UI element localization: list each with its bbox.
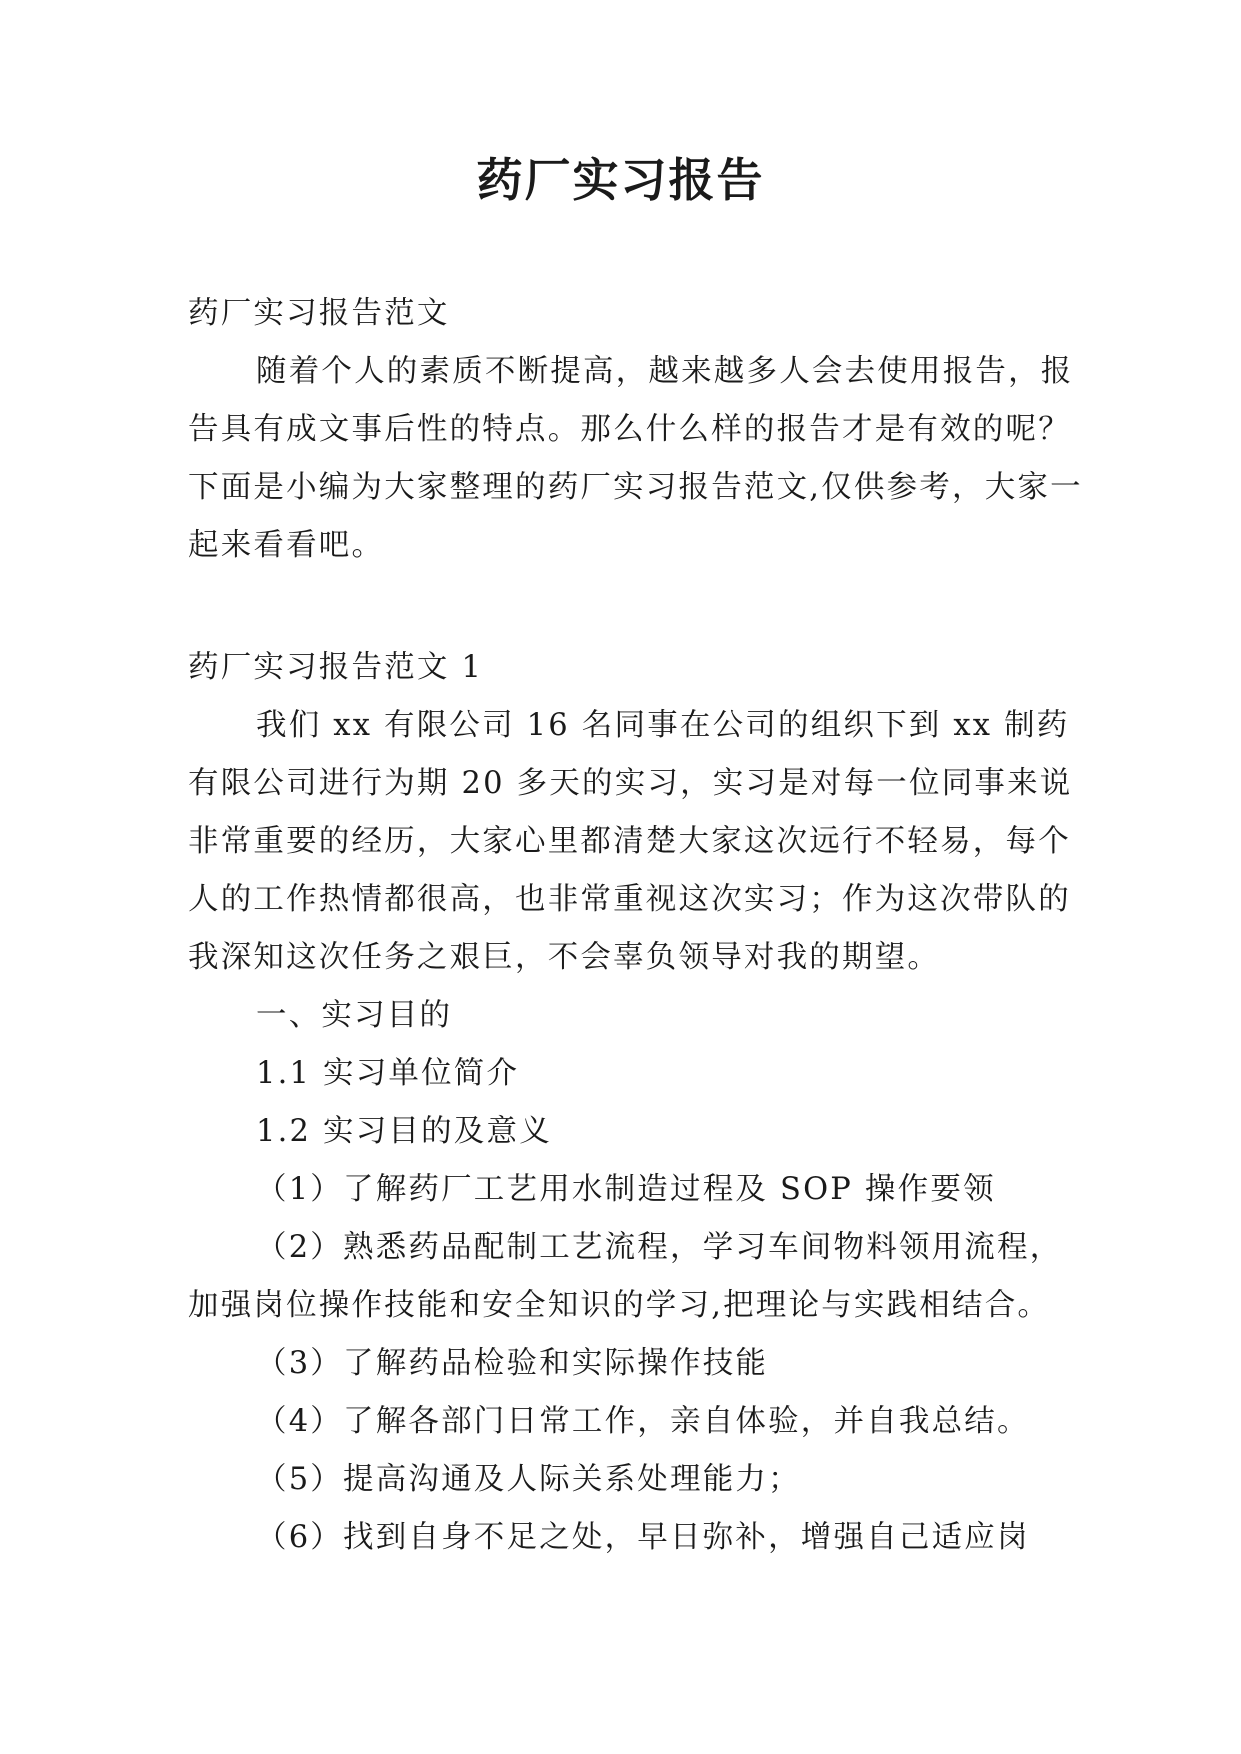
- heading-purpose: 一、实习目的: [256, 998, 453, 1033]
- document-title: 药厂实习报告: [476, 153, 765, 207]
- document-body: [188, 285, 1088, 1567]
- list-item: （3）了解药品检验和实际操作技能: [256, 1346, 769, 1381]
- list-item: （2）熟悉药品配制工艺流程，学习车间物料领用流程，加强岗位操作技能和安全知识的学习,把理论与实践相结合。: [188, 1230, 1063, 1323]
- list-item: （6）找到自身不足之处，早日弥补，增强自己适应岗: [256, 1520, 1030, 1555]
- spacer: [188, 575, 1088, 639]
- intro-paragraph: 随着个人的素质不断提高，越来越多人会去使用报告，报告具有成文事后性的特点。那么什么样的报告才是有效的呢？下面是小编为大家整理的药厂实习报告范文,仅供参考，大家一起来看看吧。: [188, 354, 1083, 563]
- section-heading: 药厂实习报告范文 1: [188, 650, 484, 685]
- subtitle: 药厂实习报告范文: [188, 296, 450, 331]
- section-paragraph: 我们 xx 有限公司 16 名同事在公司的组织下到 xx 制药有限公司进行为期 20 多天的实习，实习是对每一位同事来说非常重要的经历，大家心里都清楚大家这次远行不轻易，每个人的工作热情都很高，也非常重视这次实习；作为这次带队的我深知这次任务之艰巨，不会辜负领导对我的期望。: [188, 708, 1073, 975]
- list-item: （5）提高沟通及人际关系处理能力；: [256, 1462, 801, 1497]
- list-item: （4）了解各部门日常工作，亲自体验，并自我总结。: [256, 1404, 1030, 1439]
- heading-1-1: 1.1 实习单位简介: [256, 1056, 520, 1091]
- list-item: （1）了解药厂工艺用水制造过程及 SOP 操作要领: [256, 1172, 996, 1207]
- heading-1-2: 1.2 实习目的及意义: [256, 1114, 552, 1149]
